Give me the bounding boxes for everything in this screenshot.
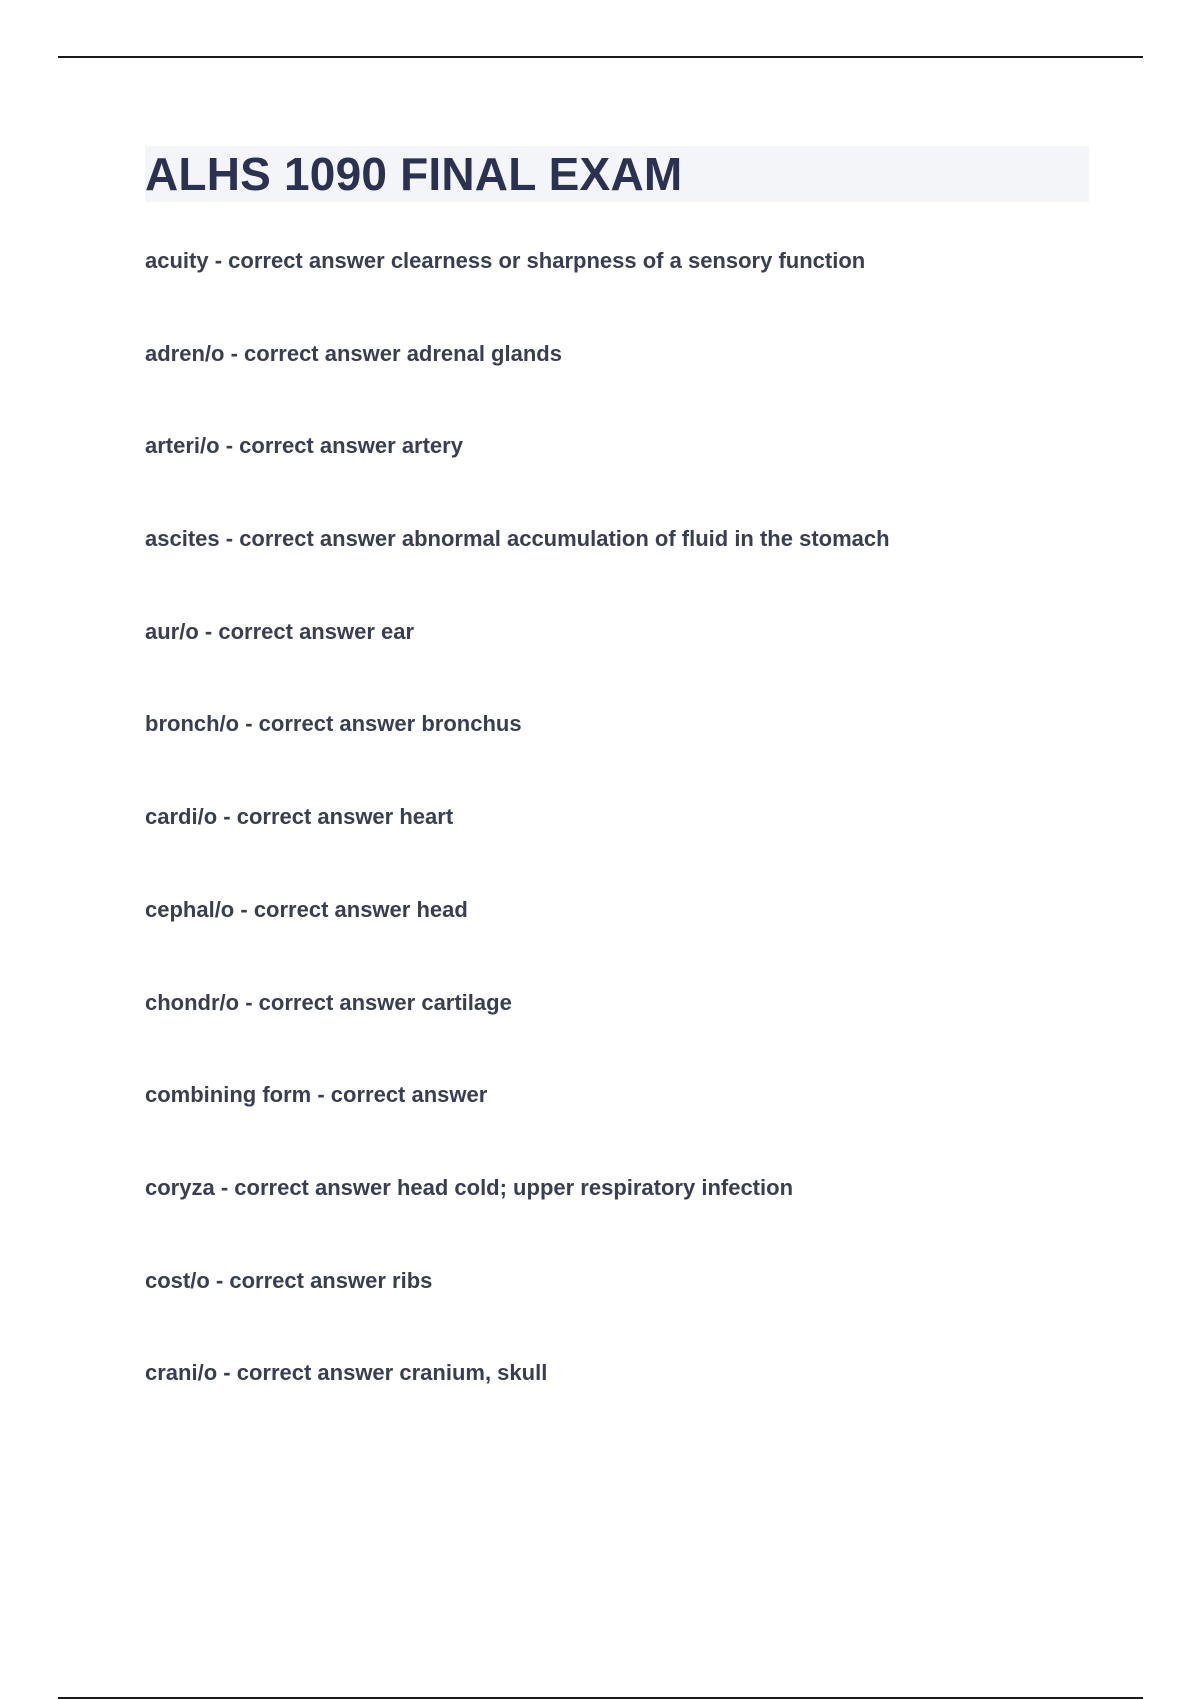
answer-prefix: correct answer — [236, 1360, 394, 1386]
page-title: ALHS 1090 FINAL EXAM — [145, 148, 683, 200]
definition: bronchus — [421, 711, 522, 737]
separator: - — [214, 1174, 235, 1200]
answer-prefix: correct answer — [228, 248, 385, 273]
definition: cartilage — [421, 989, 512, 1015]
list-item — [145, 1077, 1145, 1170]
term: acuity — [145, 248, 209, 273]
separator: - — [234, 896, 254, 922]
list-item — [145, 428, 1145, 521]
list-item — [145, 521, 1145, 614]
term: aur/o — [145, 618, 199, 644]
list-item — [145, 1170, 1145, 1263]
answer-prefix: correct answer — [253, 896, 411, 922]
answer-prefix: correct answer — [258, 711, 416, 737]
separator: - — [219, 433, 240, 459]
answer-prefix: correct answer — [229, 1267, 386, 1293]
list-item — [145, 336, 1145, 429]
separator: - — [239, 711, 259, 737]
term: arteri/o — [145, 433, 220, 459]
answer-prefix: correct answer — [239, 526, 396, 552]
list-item — [145, 985, 1145, 1078]
answer-prefix: correct answer — [244, 340, 401, 366]
separator: - — [239, 989, 259, 1015]
definition: clearness or sharpness of a sensory function — [390, 248, 866, 273]
term: cost/o — [145, 1267, 210, 1293]
definition: artery — [401, 433, 463, 459]
list-item — [145, 706, 1145, 799]
list-item — [145, 243, 1145, 336]
list-item — [145, 614, 1145, 707]
list-item — [145, 892, 1145, 985]
term-list — [145, 243, 1145, 1448]
term: chondr/o — [145, 989, 240, 1015]
separator: - — [217, 804, 237, 830]
separator: - — [198, 618, 219, 644]
term: combining form — [145, 1082, 312, 1108]
top-rule — [58, 56, 1143, 58]
answer-prefix: correct answer — [330, 1082, 488, 1108]
term: cardi/o — [145, 804, 218, 830]
definition: heart — [399, 804, 454, 830]
definition: ear — [381, 618, 415, 644]
answer-prefix: correct answer — [239, 433, 396, 459]
separator: - — [219, 526, 240, 552]
bottom-rule — [58, 1697, 1143, 1699]
separator: - — [217, 1360, 237, 1386]
term: ascites — [145, 526, 220, 552]
definition: head — [416, 896, 468, 922]
separator: - — [208, 248, 229, 273]
separator: - — [224, 340, 245, 366]
term: crani/o — [145, 1360, 218, 1386]
definition: head cold; upper respiratory infection — [396, 1174, 794, 1200]
term: coryza — [145, 1174, 215, 1200]
list-item — [145, 1263, 1145, 1356]
separator: - — [209, 1267, 230, 1293]
term: bronch/o — [145, 711, 240, 737]
term: cephal/o — [145, 896, 235, 922]
answer-prefix: correct answer — [218, 618, 375, 644]
answer-prefix: correct answer — [258, 989, 416, 1015]
list-item — [145, 1355, 1145, 1448]
list-item — [145, 799, 1145, 892]
separator: - — [311, 1082, 331, 1108]
definition: ribs — [392, 1267, 433, 1293]
definition: abnormal accumulation of fluid in the stomach — [401, 526, 890, 552]
answer-prefix: correct answer — [234, 1174, 391, 1200]
definition: cranium, skull — [399, 1360, 548, 1386]
term: adren/o — [145, 340, 225, 366]
definition: adrenal glands — [406, 340, 562, 366]
answer-prefix: correct answer — [236, 804, 394, 830]
